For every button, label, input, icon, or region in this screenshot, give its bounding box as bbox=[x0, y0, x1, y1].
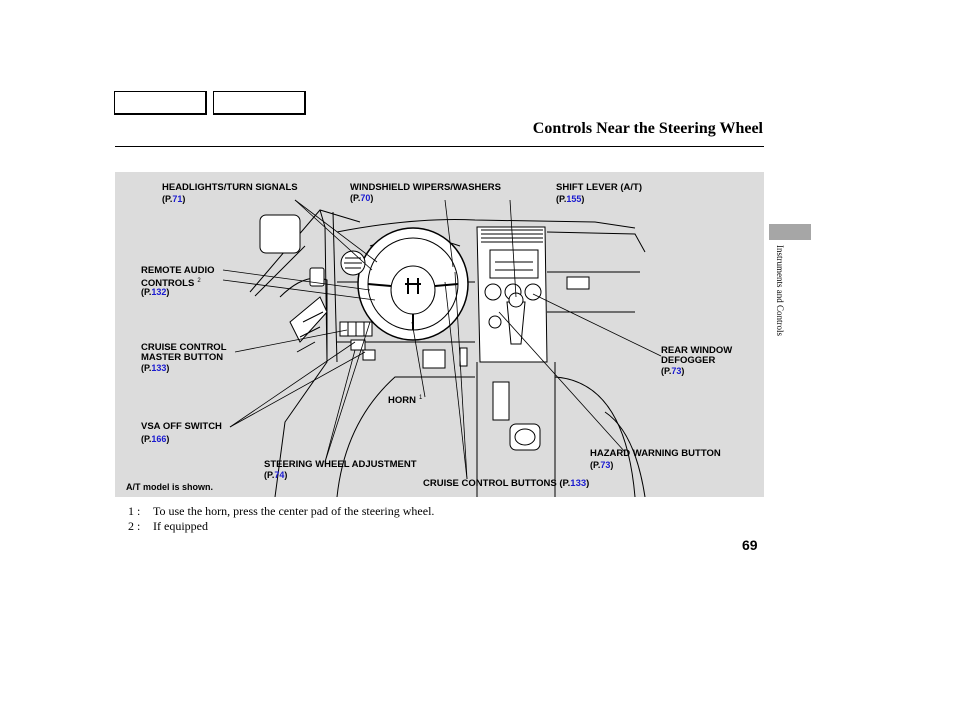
steering-adjustment-page-link[interactable]: 74 bbox=[274, 470, 285, 480]
vsa-off-ref[interactable]: (P.166) bbox=[141, 434, 170, 444]
shift-lever-label: SHIFT LEVER (A/T) bbox=[556, 182, 643, 193]
rear-defogger-page-link[interactable]: 73 bbox=[671, 366, 682, 376]
cruise-master-label-line1: CRUISE CONTROL bbox=[141, 342, 227, 353]
rear-defogger-ref[interactable]: (P.73) bbox=[661, 366, 685, 376]
footnote-2-marker: 2 bbox=[197, 278, 201, 284]
hazard-page-link[interactable]: 73 bbox=[600, 460, 611, 470]
headlights-ref[interactable]: (P.71) bbox=[162, 194, 186, 204]
main-menu-button[interactable] bbox=[114, 91, 207, 115]
headlights-turn-signals-label: HEADLIGHTS/TURN SIGNALS bbox=[162, 182, 298, 193]
title-divider bbox=[115, 146, 764, 147]
horn-label: HORN $^1$ bbox=[388, 395, 423, 407]
steering-adjustment-label: STEERING WHEEL ADJUSTMENT bbox=[264, 459, 417, 470]
section-tab-label: Instruments and Controls bbox=[775, 245, 785, 336]
cruise-master-label-line2: MASTER BUTTON bbox=[141, 352, 224, 363]
page-number: 69 bbox=[742, 537, 758, 553]
hazard-ref[interactable]: (P.73) bbox=[590, 460, 614, 470]
page-title: Controls Near the Steering Wheel bbox=[532, 120, 763, 137]
remote-audio-label-line2: CONTROLS $^2$ bbox=[141, 278, 201, 290]
index-button[interactable] bbox=[213, 91, 306, 115]
rear-defogger-label-line1: REAR WINDOW bbox=[661, 345, 733, 356]
footnote-2: 2 : If equipped bbox=[128, 519, 208, 533]
footnote-1-marker: 1 bbox=[418, 395, 423, 401]
shift-lever-ref[interactable]: (P.155) bbox=[556, 194, 585, 204]
steering-adjustment-ref[interactable]: (P.74) bbox=[264, 470, 288, 480]
wipers-ref[interactable]: (P.70) bbox=[350, 193, 374, 203]
remote-audio-label-line1: REMOTE AUDIO bbox=[141, 265, 215, 276]
rear-defogger-label-line2: DEFOGGER bbox=[661, 355, 716, 366]
windshield-wipers-label: WINDSHIELD WIPERS/WASHERS bbox=[350, 182, 501, 193]
steering-controls-diagram bbox=[115, 172, 764, 497]
cruise-buttons-page-link[interactable]: 133 bbox=[570, 478, 587, 489]
headlights-page-link[interactable]: 71 bbox=[172, 194, 183, 204]
wipers-page-link[interactable]: 70 bbox=[360, 193, 371, 203]
vsa-off-switch-label: VSA OFF SWITCH bbox=[141, 421, 222, 432]
shift-lever-page-link[interactable]: 155 bbox=[566, 194, 582, 204]
section-tab bbox=[769, 224, 811, 240]
hazard-warning-label: HAZARD WARNING BUTTON bbox=[590, 448, 721, 459]
cruise-control-buttons-label[interactable]: CRUISE CONTROL BUTTONS (P.133) bbox=[423, 478, 590, 489]
remote-audio-page-link[interactable]: 132 bbox=[151, 287, 167, 297]
remote-audio-ref[interactable]: (P.132) bbox=[141, 287, 170, 297]
footnote-1: 1 : To use the horn, press the center pad of the steering wheel. bbox=[128, 504, 435, 518]
diagram-caption: A/T model is shown. bbox=[126, 482, 214, 492]
vsa-off-page-link[interactable]: 166 bbox=[151, 434, 167, 444]
cruise-master-page-link[interactable]: 133 bbox=[151, 363, 167, 373]
cruise-master-ref[interactable]: (P.133) bbox=[141, 363, 170, 373]
